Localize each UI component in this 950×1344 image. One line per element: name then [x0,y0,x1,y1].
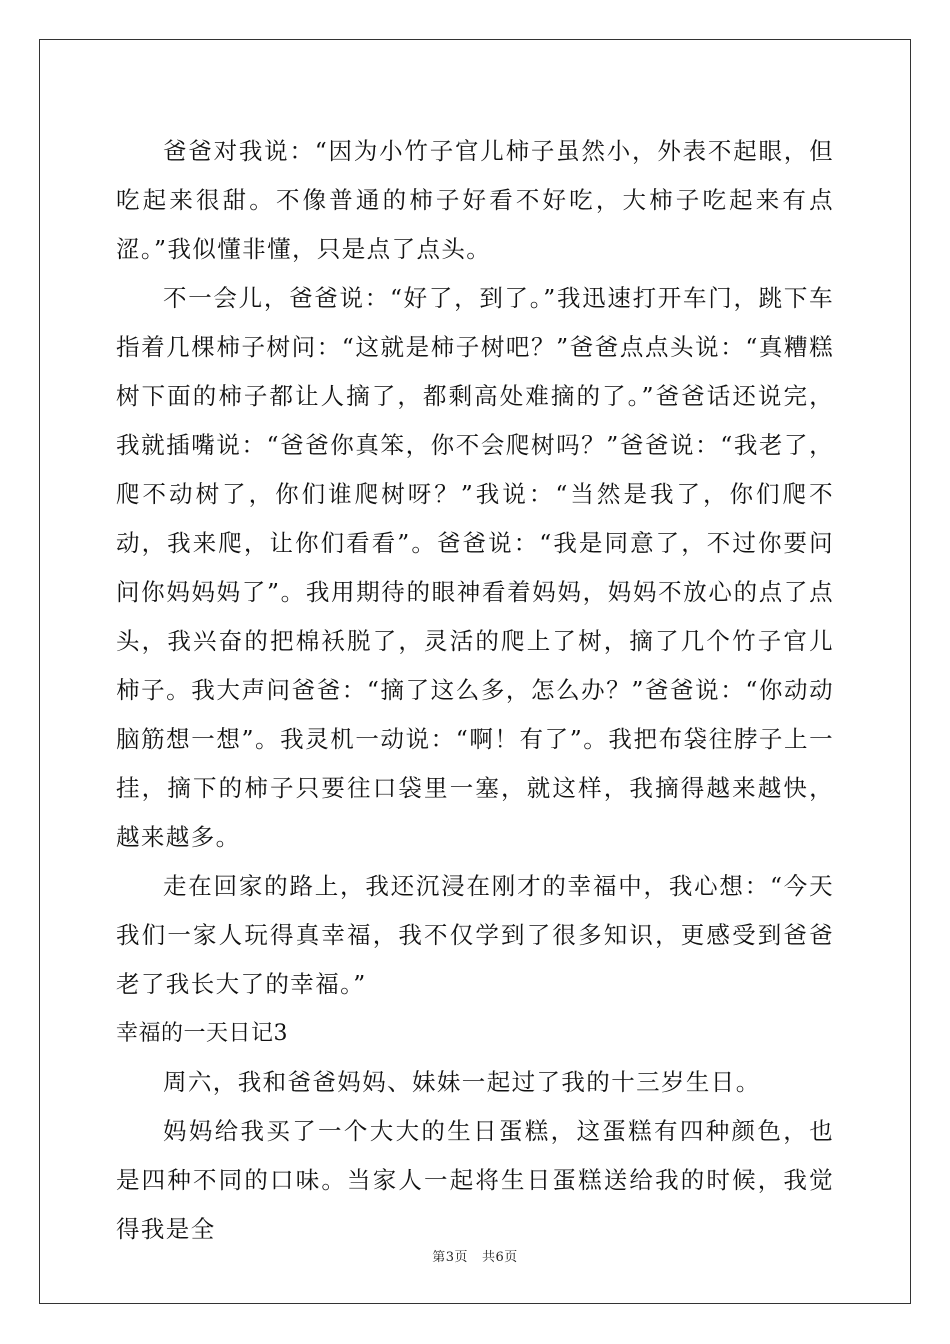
section-title: 幸福的一天日记3 [116,1021,288,1046]
paragraph-3: 走在回家的路上，我还沉浸在刚才的幸福中，我心想：“今天我们一家人玩得真幸福，我不仅学到了很多知识，更感受到爸爸老了我长大了的幸福。” [116,872,834,998]
page-total: 共6页 [482,1250,518,1265]
document-body [116,127,834,1254]
section-paragraph-1: 周六，我和爸爸妈妈、妹妹一起过了我的十三岁生日。 [163,1068,761,1096]
page-footer [0,1246,950,1265]
paragraph-2: 不一会儿，爸爸说：“好了，到了。”我迅速打开车门，跳下车指着几棵柿子树问：“这就是柿子树吧？”爸爸点点头说：“真糟糕树下面的柿子都让人摘了，都剩高处难摘的了。”爸爸话还说完，我就插嘴说：“爸爸你真笨，你不会爬树吗？”爸爸说：“我老了，爬不动树了，你们谁爬树呀？”我说：“当然是我了，你们爬不动，我来爬，让你们看看”。爸爸说：“我是同意了，不过你要问问你妈妈妈了”。我用期待的眼神看着妈妈，妈妈不放心的点了点头，我兴奋的把棉袄脱了，灵活的爬上了树，摘了几个竹子官儿柿子。我大声问爸爸：“摘了这么多，怎么办？”爸爸说：“你动动脑筋想一想”。我灵机一动说：“啊！有了”。我把布袋往脖子上一挂，摘下的柿子只要往口袋里一塞，就这样，我摘得越来越快，越来越多。 [116,284,834,851]
page-number: 第3页 [432,1250,468,1265]
paragraph-1: 爸爸对我说：“因为小竹子官儿柿子虽然小，外表不起眼，但吃起来很甜。不像普通的柿子好看不好吃，大柿子吃起来有点涩。”我似懂非懂，只是点了点头。 [116,137,834,263]
section-paragraph-2: 妈妈给我买了一个大大的生日蛋糕，这蛋糕有四种颜色，也是四种不同的口味。当家人一起将生日蛋糕送给我的时候，我觉得我是全 [116,1117,834,1243]
